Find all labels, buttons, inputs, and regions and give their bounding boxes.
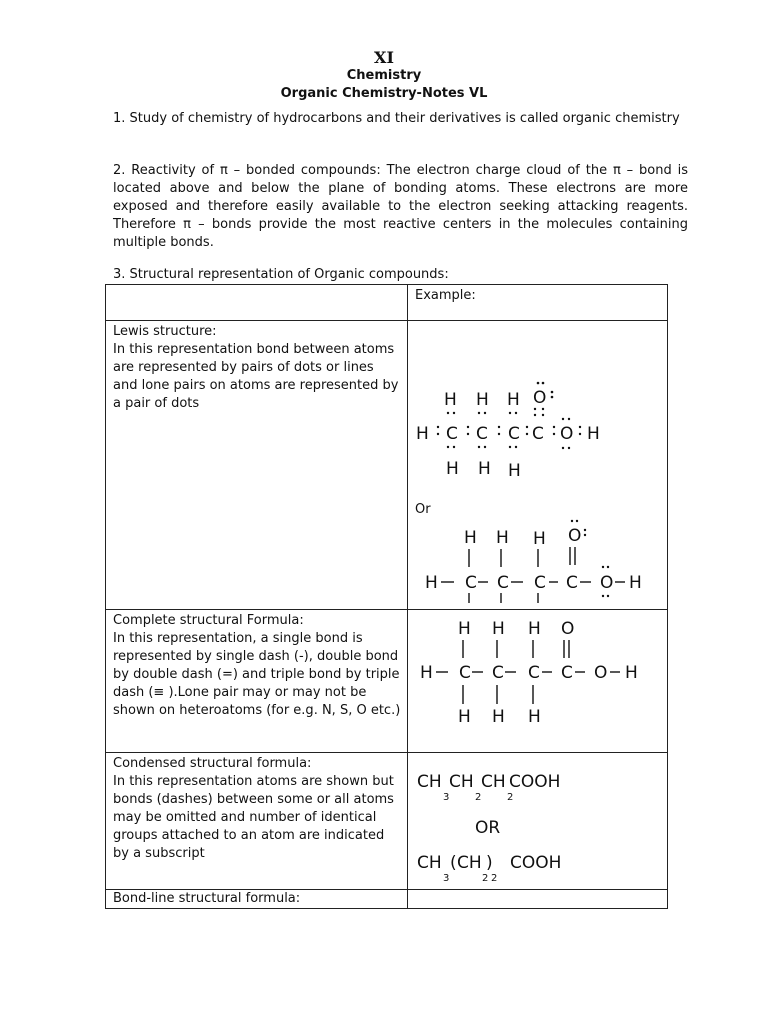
line-o-right: O — [600, 573, 614, 593]
cf2-cooh: COOH — [510, 853, 562, 873]
lewis-structure-diagram — [408, 321, 666, 603]
line-c-1: C — [465, 573, 477, 593]
cf2-ch-1: CH — [417, 853, 442, 873]
complete-h-right: H — [625, 663, 638, 683]
complete-o-right: O — [594, 663, 608, 683]
representation-table — [105, 284, 668, 909]
lewis-c-3: C — [508, 424, 520, 444]
cf2-paren-open: ( — [450, 853, 457, 873]
lewis-c-4: C — [532, 424, 544, 444]
lewis-h-top-1: H — [444, 390, 457, 410]
empty-header-cell — [106, 285, 408, 321]
line-o-top: O — [568, 526, 582, 546]
lewis-row — [106, 321, 668, 610]
lewis-description: In this representation bond between atoms are represented by pairs of dots or lines and lone pairs on atoms are represented by a pair of dots — [113, 342, 399, 411]
lewis-h-left: H — [416, 424, 429, 444]
complete-h-bot-2: H — [492, 707, 505, 727]
lewis-description-cell — [106, 321, 408, 610]
complete-formula-row — [106, 610, 668, 753]
bondline-example-cell — [408, 890, 668, 909]
complete-title: Complete structural Formula: — [113, 613, 304, 628]
cf1-sub-2b: 2 — [507, 792, 514, 803]
complete-c-3: C — [528, 663, 540, 683]
point-3: 3. Structural representation of Organic compounds: — [113, 267, 449, 282]
complete-h-bot-1: H — [458, 707, 471, 727]
complete-c-2: C — [492, 663, 504, 683]
line-c-4: C — [566, 573, 578, 593]
complete-structure-diagram — [408, 610, 666, 746]
complete-h-top-2: H — [492, 619, 505, 639]
condensed-or-label: OR — [475, 818, 501, 838]
cf1-sub-2a: 2 — [475, 792, 482, 803]
lewis-o-right: O — [560, 424, 574, 444]
point-1: 1. Study of chemistry of hydrocarbons and their derivatives is called organic chemistry — [113, 111, 680, 126]
cf2-ch-2: CH — [457, 853, 482, 873]
cf1-sub-3: 3 — [443, 792, 450, 803]
line-h-right: H — [629, 573, 642, 593]
notes-title: Organic Chemistry-Notes VL — [280, 86, 488, 101]
complete-h-top-3: H — [528, 619, 541, 639]
cf1-ch-3: CH — [481, 772, 506, 792]
line-c-3: C — [534, 573, 546, 593]
bondline-row — [106, 890, 668, 909]
complete-h-top-1: H — [458, 619, 471, 639]
lewis-c-1: C — [446, 424, 458, 444]
line-h-left: H — [425, 573, 438, 593]
complete-h-bot-3: H — [528, 707, 541, 727]
condensed-description: In this representation atoms are shown but bonds (dashes) between some or all atoms may be omitted and number of identical groups attached to an atom are indicated by a subscript — [113, 774, 394, 861]
cf1-ch-2: CH — [449, 772, 474, 792]
condensed-example-cell — [408, 753, 668, 890]
lewis-h-right: H — [587, 424, 600, 444]
cf2-sub-3: 3 — [443, 873, 450, 883]
cf1-ch-1: CH — [417, 772, 442, 792]
complete-h-left: H — [420, 663, 433, 683]
cf2-sub-2b: 2 — [491, 873, 498, 883]
lewis-h-top-2: H — [476, 390, 489, 410]
lewis-o-top: O — [533, 388, 547, 408]
complete-description-cell — [106, 610, 408, 753]
subject-heading: Chemistry — [346, 68, 422, 83]
complete-example-cell — [408, 610, 668, 753]
cf2-sub-2a: 2 — [482, 873, 489, 883]
complete-c-1: C — [459, 663, 471, 683]
condensed-formula-diagram — [408, 753, 666, 883]
lewis-title: Lewis structure: — [113, 324, 217, 339]
condensed-title: Condensed structural formula: — [113, 756, 312, 771]
lewis-h-top-3: H — [507, 390, 520, 410]
lewis-h-bot-3: H — [508, 461, 521, 481]
lewis-h-bot-1: H — [446, 459, 459, 479]
complete-o-top: O — [561, 619, 575, 639]
condensed-formula-row — [106, 753, 668, 890]
cf2-paren-close: ) — [486, 853, 493, 873]
complete-description: In this representation, a single bond is represented by single dash (-), double bond by double dash (=) and triple bond by triple dash (≡ ).Lone pair may or may not be shown on heteroatoms (for e.g. N, S, O etc.) — [113, 631, 401, 718]
lewis-example-cell — [408, 321, 668, 610]
cf1-cooh: COOH — [509, 772, 561, 792]
line-c-2: C — [497, 573, 509, 593]
bondline-title: Bond-line structural formula: — [106, 890, 408, 909]
line-h-top-2: H — [496, 528, 509, 548]
table-header-row — [106, 285, 668, 321]
point-2: 2. Reactivity of π – bonded compounds: The electron charge cloud of the π – bond is located above and below the plane of bonding atoms. These electrons are more exposed and therefore easily available to the electron seeking attacking reagents. Therefore π – bonds provide the most reactive centers in the molecules containing multiple bonds. — [113, 163, 688, 250]
or-label-small: Or — [415, 502, 431, 517]
line-h-top-3: H — [533, 529, 546, 549]
condensed-description-cell — [106, 753, 408, 890]
lewis-h-bot-2: H — [478, 459, 491, 479]
complete-c-4: C — [561, 663, 573, 683]
line-h-top-1: H — [464, 528, 477, 548]
lewis-c-2: C — [476, 424, 488, 444]
example-header: Example: — [408, 285, 668, 321]
class-heading: XI — [374, 48, 394, 67]
